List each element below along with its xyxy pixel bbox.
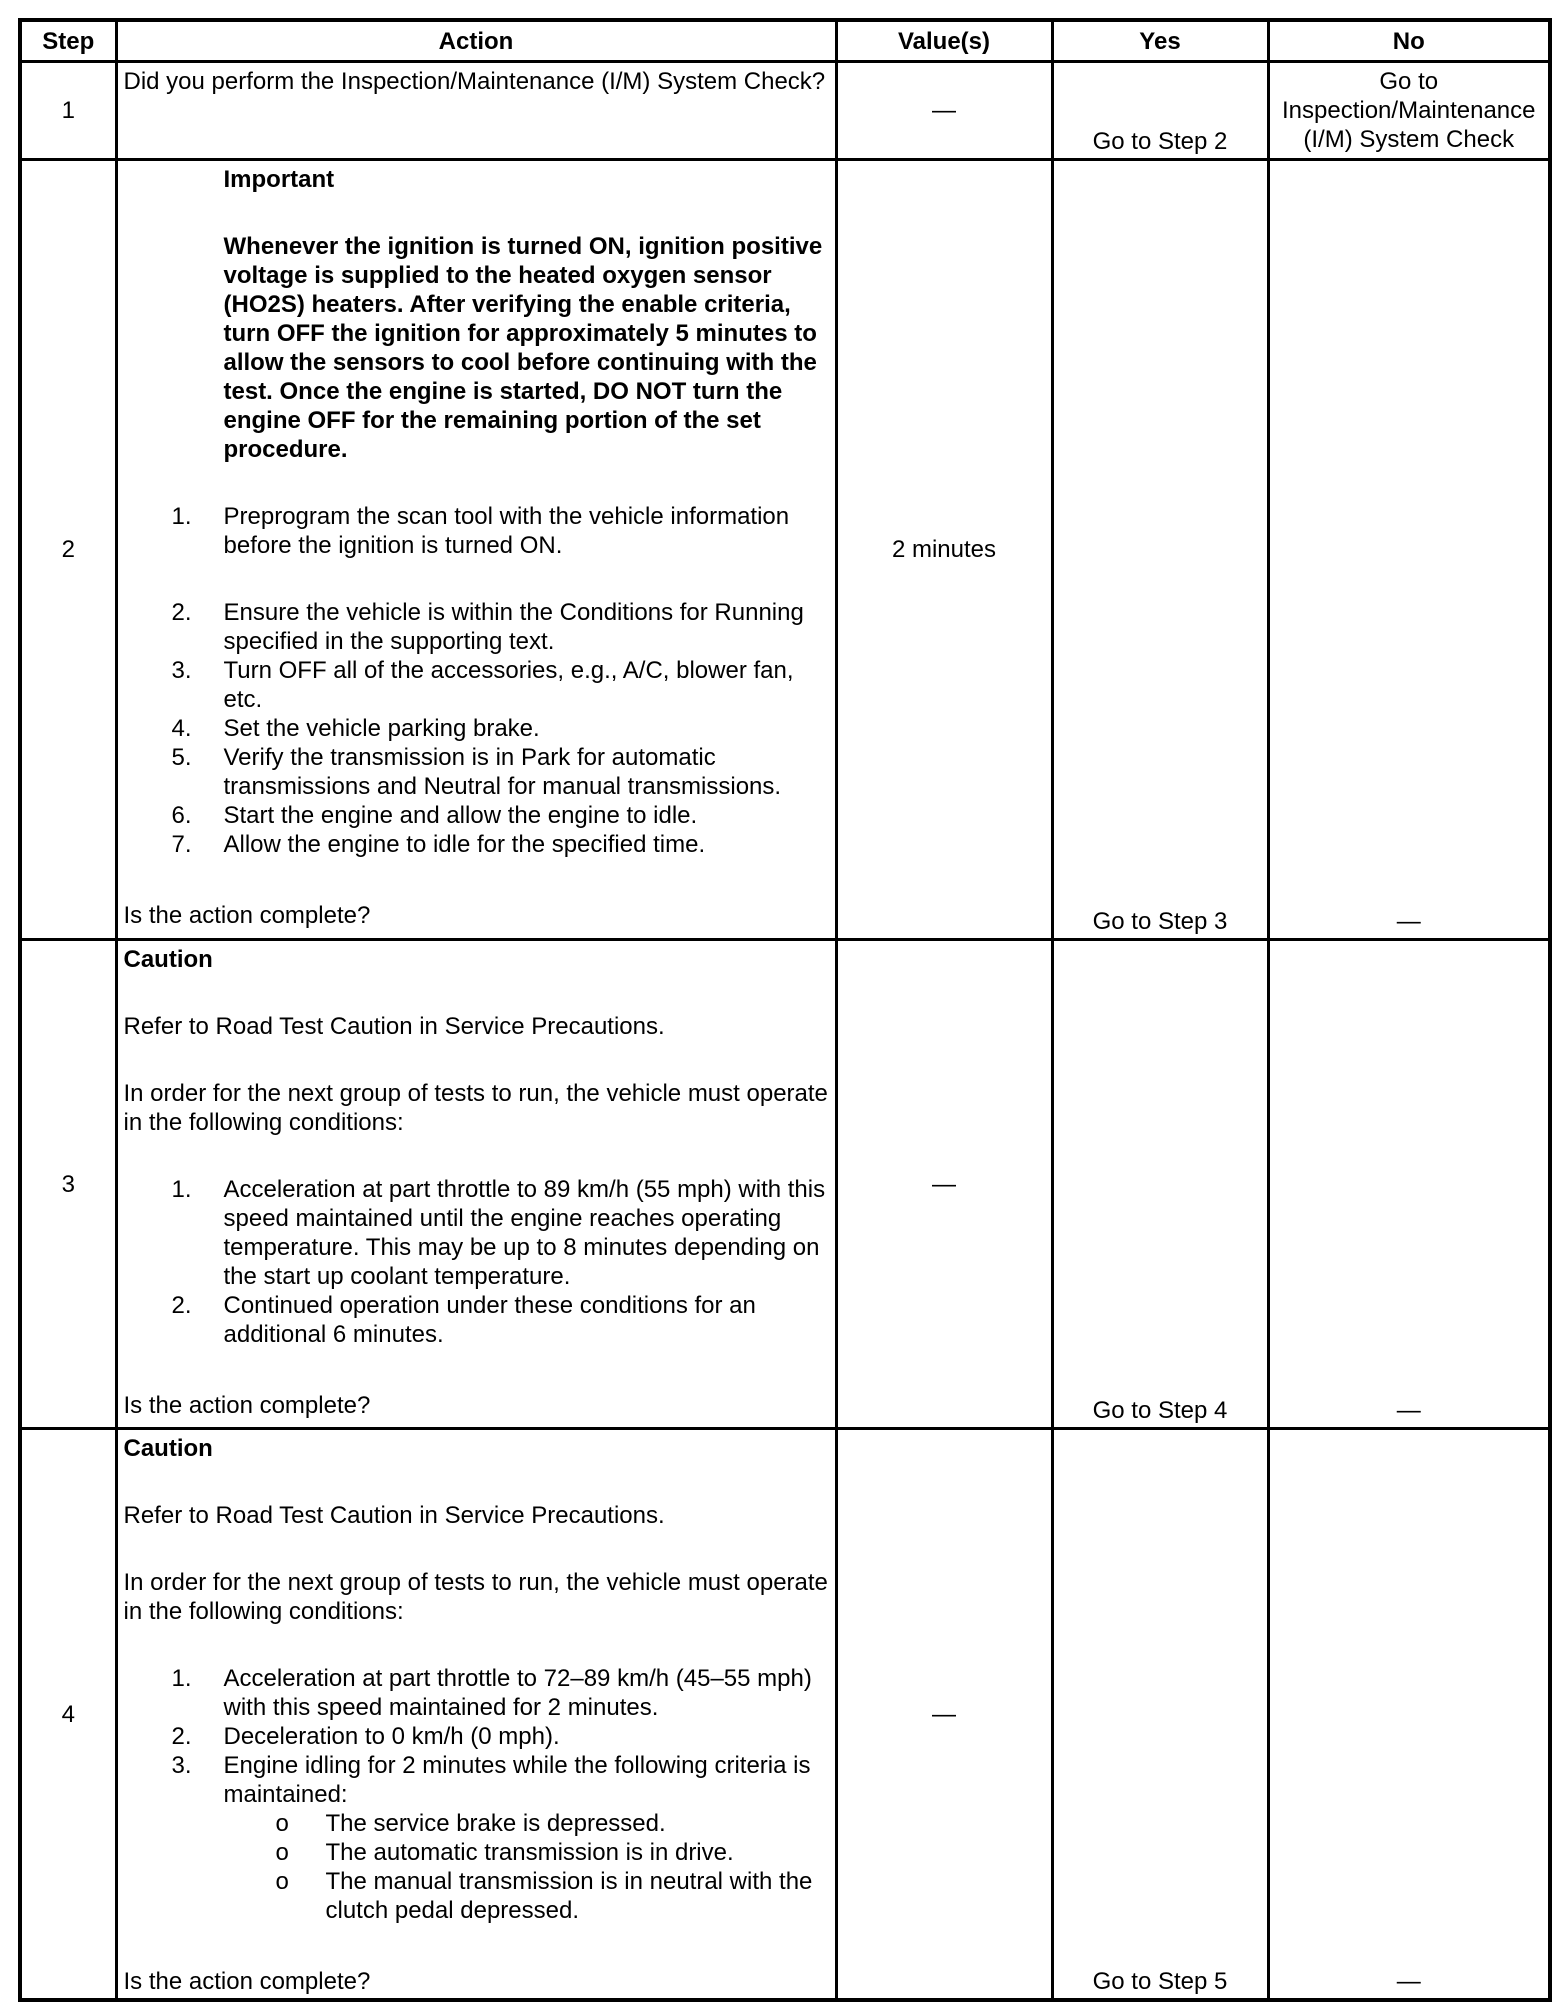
list-item: 1. Acceleration at part throttle to 72–89 km/h (45–55 mph) with this speed maintained for 2 minutes. bbox=[171, 1665, 812, 1721]
sub-list-item: o The service brake is depressed. bbox=[275, 1810, 666, 1837]
value-cell: — bbox=[836, 62, 1052, 160]
header-no: No bbox=[1268, 20, 1550, 62]
important-text: Whenever the ignition is turned ON, ignition positive voltage is supplied to the heated oxygen sensor (HO2S) heaters. After verifying the enable criteria, turn OFF the ignition for approximately 5 minutes to allow the sensors to cool before continuing with the test. Once the engine is started, DO NOT turn the engine OFF for the remaining portion of the set procedure. bbox=[223, 233, 823, 463]
list-item: 2. Continued operation under these conditions for an additional 6 minutes. bbox=[171, 1292, 756, 1348]
caution-text: Refer to Road Test Caution in Service Precautions. bbox=[123, 1502, 665, 1529]
list-item: 3. Turn OFF all of the accessories, e.g., A/C, blower fan, etc. bbox=[171, 657, 794, 713]
list-item: 4. Set the vehicle parking brake. bbox=[171, 715, 540, 742]
list-item: 1. Acceleration at part throttle to 89 km/h (55 mph) with this speed maintained until the engine reaches operating temperature. This may be up to 8 minutes depending on the start up coolant temperature. bbox=[171, 1176, 826, 1290]
action-cell bbox=[116, 160, 836, 940]
value-cell: — bbox=[836, 940, 1052, 1429]
no-cell: — bbox=[1268, 940, 1550, 1429]
list-item: 5. Verify the transmission is in Park for automatic transmissions and Neutral for manual transmissions. bbox=[171, 744, 782, 800]
table-row bbox=[20, 1429, 1550, 2001]
step-number: 4 bbox=[20, 1429, 116, 2001]
header-values: Value(s) bbox=[836, 20, 1052, 62]
header-action: Action bbox=[116, 20, 836, 62]
step-number: 2 bbox=[20, 160, 116, 940]
table-row bbox=[20, 160, 1550, 940]
action-cell bbox=[116, 62, 836, 160]
action-question: Is the action complete? bbox=[123, 1968, 371, 1995]
action-question: Did you perform the Inspection/Maintenance (I/M) System Check? bbox=[123, 68, 826, 95]
caution-title: Caution bbox=[123, 946, 213, 973]
header-yes: Yes bbox=[1052, 20, 1268, 62]
caution-title: Caution bbox=[123, 1435, 213, 1462]
table-row bbox=[20, 940, 1550, 1429]
no-cell: — bbox=[1268, 160, 1550, 940]
sub-list-item: o The automatic transmission is in drive. bbox=[275, 1839, 734, 1866]
yes-cell: Go to Step 5 bbox=[1052, 1429, 1268, 2001]
header-step: Step bbox=[20, 20, 116, 62]
list-item: 7. Allow the engine to idle for the specified time. bbox=[171, 831, 706, 858]
action-cell bbox=[116, 1429, 836, 2001]
step-number: 3 bbox=[20, 940, 116, 1429]
action-cell bbox=[116, 940, 836, 1429]
value-cell: 2 minutes bbox=[836, 160, 1052, 940]
list-item: 3. Engine idling for 2 minutes while the following criteria is maintained: bbox=[171, 1752, 811, 1808]
important-title: Important bbox=[223, 166, 335, 193]
diagnostic-table-container bbox=[18, 18, 1548, 1995]
caution-text: Refer to Road Test Caution in Service Precautions. bbox=[123, 1013, 665, 1040]
action-question: Is the action complete? bbox=[123, 902, 371, 929]
step-number: 1 bbox=[20, 62, 116, 160]
header-row bbox=[20, 20, 1550, 62]
no-cell: Go to Inspection/Maintenance (I/M) System Check bbox=[1268, 62, 1550, 160]
yes-cell: Go to Step 3 bbox=[1052, 160, 1268, 940]
table-row bbox=[20, 62, 1550, 160]
list-item: 6. Start the engine and allow the engine to idle. bbox=[171, 802, 698, 829]
conditions-intro: In order for the next group of tests to run, the vehicle must operate in the following conditions: bbox=[123, 1569, 828, 1625]
no-cell: — bbox=[1268, 1429, 1550, 2001]
diagnostic-table bbox=[18, 18, 1552, 2002]
list-item: 1. Preprogram the scan tool with the vehicle information before the ignition is turned ON. bbox=[171, 503, 790, 559]
procedure-list bbox=[124, 1664, 829, 1925]
list-item: 2. Deceleration to 0 km/h (0 mph). bbox=[171, 1723, 560, 1750]
value-cell: — bbox=[836, 1429, 1052, 2001]
list-item: 2. Ensure the vehicle is within the Conditions for Running specified in the supporting text. bbox=[171, 599, 804, 655]
conditions-intro: In order for the next group of tests to run, the vehicle must operate in the following conditions: bbox=[123, 1080, 828, 1136]
yes-cell: Go to Step 2 bbox=[1052, 62, 1268, 160]
yes-cell: Go to Step 4 bbox=[1052, 940, 1268, 1429]
procedure-list bbox=[124, 502, 829, 859]
sub-list-item: o The manual transmission is in neutral with the clutch pedal depressed. bbox=[275, 1868, 813, 1924]
action-question: Is the action complete? bbox=[123, 1392, 371, 1419]
procedure-list bbox=[124, 1175, 829, 1349]
